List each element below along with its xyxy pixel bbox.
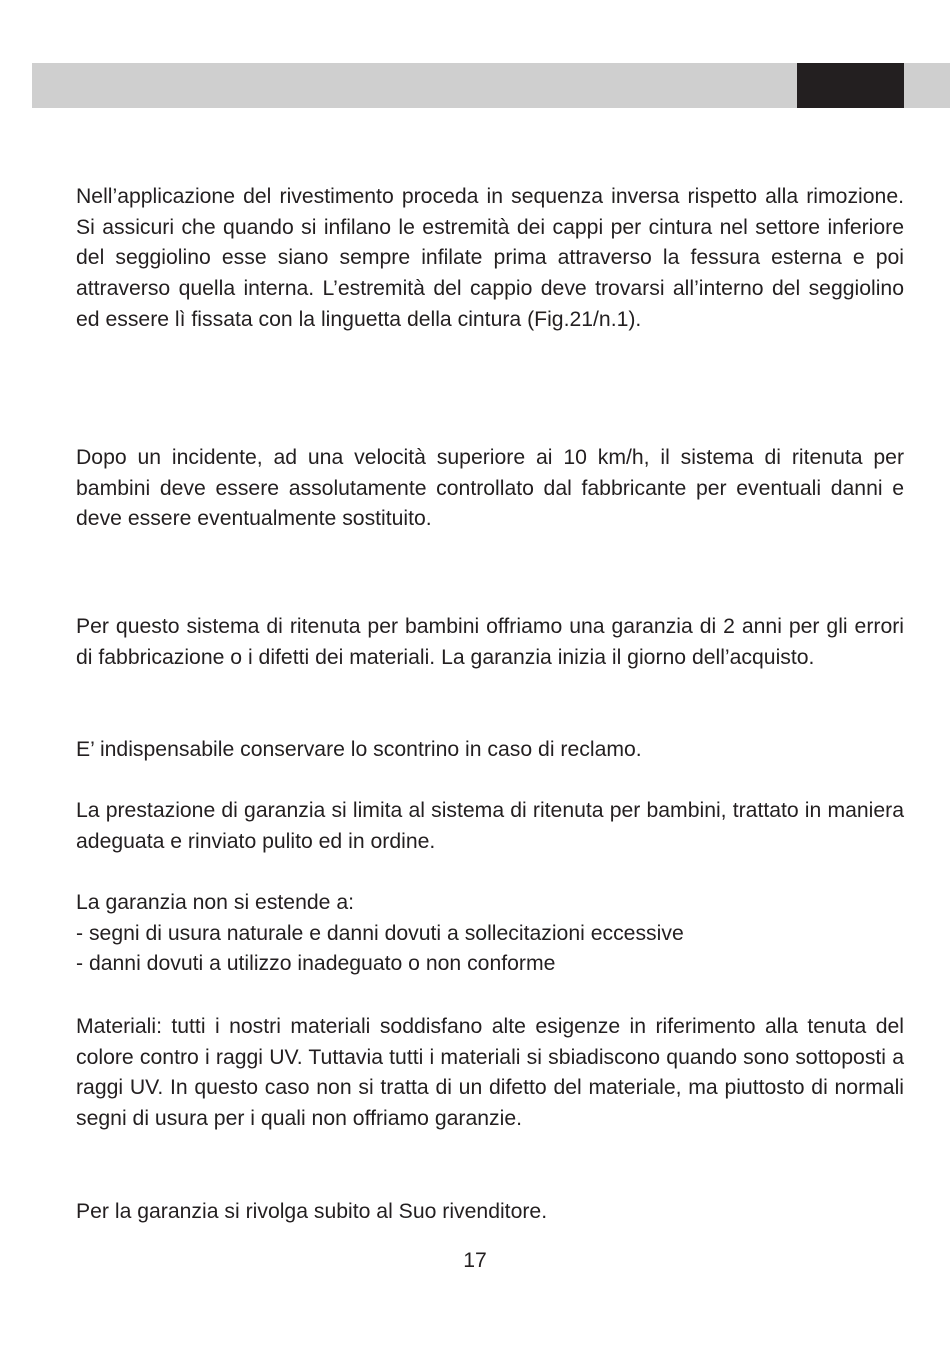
paragraph-after-accident: Dopo un incidente, ad una velocità superiore ai 10 km/h, il sistema di ritenuta per bambini deve essere assolutamente controllato dal fabbricante per eventuali danni e deve essere eventualmente sostituito. <box>76 446 904 531</box>
header-tab <box>797 63 904 108</box>
paragraph-cover-reassembly: Nell’applicazione del rivestimento proceda in sequenza inversa rispetto alla rimozione. Si assicuri che quando si infilano le estremità dei cappi per cintura nel settore inferiore del seggiolino esse siano sempre infilate prima attraverso la fessura esterna e poi attraverso quella interna. L’estremità del cappio deve trovarsi all’interno del seggiolino ed essere lì fissata con la linguetta della cintura (Fig.21/n.1). <box>76 185 904 331</box>
warranty-exclusions <box>76 888 904 980</box>
paragraph-retailer: Per la garanzia si rivolga subito al Suo rivenditore. <box>76 1200 548 1223</box>
paragraph-materials: Materiali: tutti i nostri materiali soddisfano alte esigenze in riferimento alla tenuta del colore contro i raggi UV. Tuttavia tutti i materiali si sbiadiscono quando sono sottoposti a raggi UV. In questo caso non si tratta di un difetto del materiale, ma piuttosto di normali segni di usura per i quali non offriamo garanzie. <box>76 1015 904 1131</box>
paragraph-warranty-scope: La prestazione di garanzia si limita al sistema di ritenuta per bambini, trattato in maniera adeguata e rinviato pulito ed in ordine. <box>76 799 904 853</box>
page-number: 17 <box>463 1249 487 1272</box>
paragraph-receipt: E’ indispensabile conservare lo scontrino in caso di reclamo. <box>76 738 642 761</box>
exclusions-intro: La garanzia non si estende a: <box>76 891 354 914</box>
list-item: - segni di usura naturale e danni dovuti a sollecitazioni eccessive <box>76 921 684 945</box>
list-item: - danni dovuti a utilizzo inadeguato o non conforme <box>76 952 556 976</box>
paragraph-warranty-period: Per questo sistema di ritenuta per bambini offriamo una garanzia di 2 anni per gli errori di fabbricazione o i difetti dei materiali. La garanzia inizia il giorno dell’acquisto. <box>76 615 904 669</box>
